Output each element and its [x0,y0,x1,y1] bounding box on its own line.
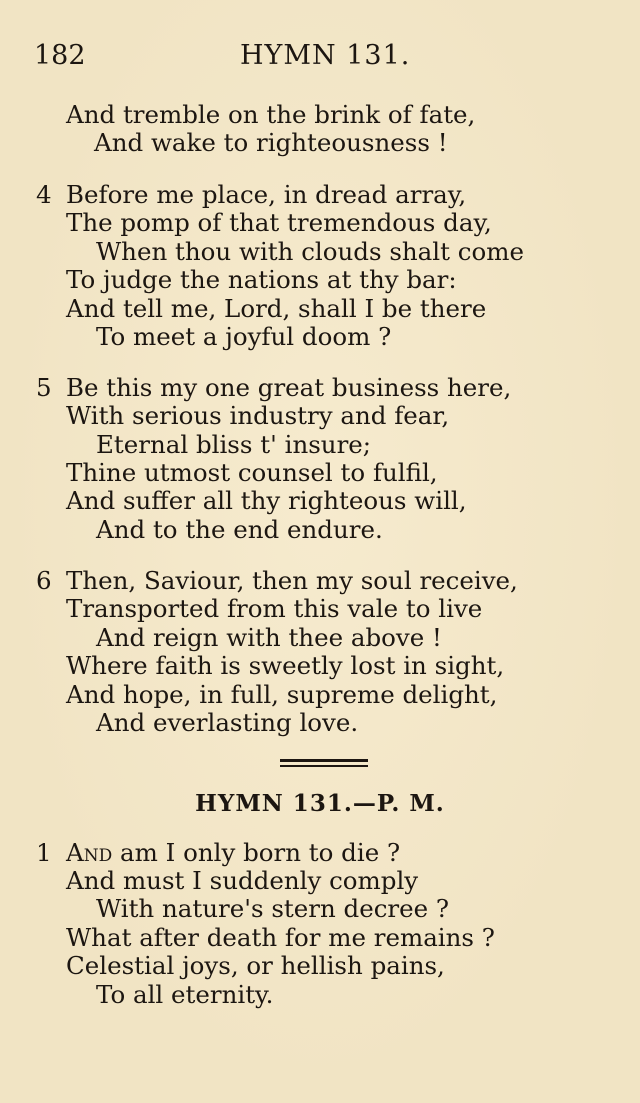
hymn-heading: HYMN 131.—P. M. [195,790,445,817]
verse-line: To meet a joyful doom ? [96,322,392,351]
divider-rule-thin [280,765,368,767]
stanza-number: 1 [36,838,52,867]
verse-line: Celestial joys, or hellish pains, [66,951,445,980]
verse-line: When thou with clouds shalt come [96,237,524,266]
verse-line: Before me place, in dread array, [66,180,467,209]
verse-line: Be this my one great business here, [66,373,512,402]
page-number: 182 [34,40,86,71]
verse-line: What after death for me remains ? [66,923,495,952]
initial-word: And [66,838,113,867]
stanza-number: 4 [36,180,52,209]
verse-line: And to the end endure. [96,515,383,544]
verse-line: And must I suddenly comply [66,866,419,895]
verse-line: And suffer all thy righteous will, [66,486,467,515]
verse-line: And wake to righteousness ! [94,128,448,157]
page-header [34,40,594,80]
verse-line: And reign with thee above ! [96,623,442,652]
verse-line: Thine utmost counsel to fulfil, [66,458,438,487]
verse-line-first [66,838,400,868]
verse-line: Transported from this vale to live [66,594,483,623]
verse-line: With serious industry and fear, [66,401,450,430]
verse-line: The pomp of that tremendous day, [66,208,492,237]
verse-line: To judge the nations at thy bar: [66,265,457,294]
divider-rule-thick [280,759,368,762]
verse-line: And hope, in full, supreme delight, [66,680,498,709]
first-line-rest: am I only born to die ? [112,838,401,867]
verse-line: And tremble on the brink of fate, [66,100,476,129]
verse-line: And everlasting love. [96,708,359,737]
stanza-number: 5 [36,373,52,402]
section-divider [280,759,368,768]
verse-line: Eternal bliss t' insure; [96,430,372,459]
verse-line: And tell me, Lord, shall I be there [66,294,487,323]
verse-line: With nature's stern decree ? [96,894,450,923]
stanza-number: 6 [36,566,52,595]
running-title: HYMN 131. [240,40,411,71]
verse-line: Then, Saviour, then my soul receive, [66,566,518,595]
verse-line: Where faith is sweetly lost in sight, [66,651,505,680]
verse-line: To all eternity. [96,980,274,1009]
